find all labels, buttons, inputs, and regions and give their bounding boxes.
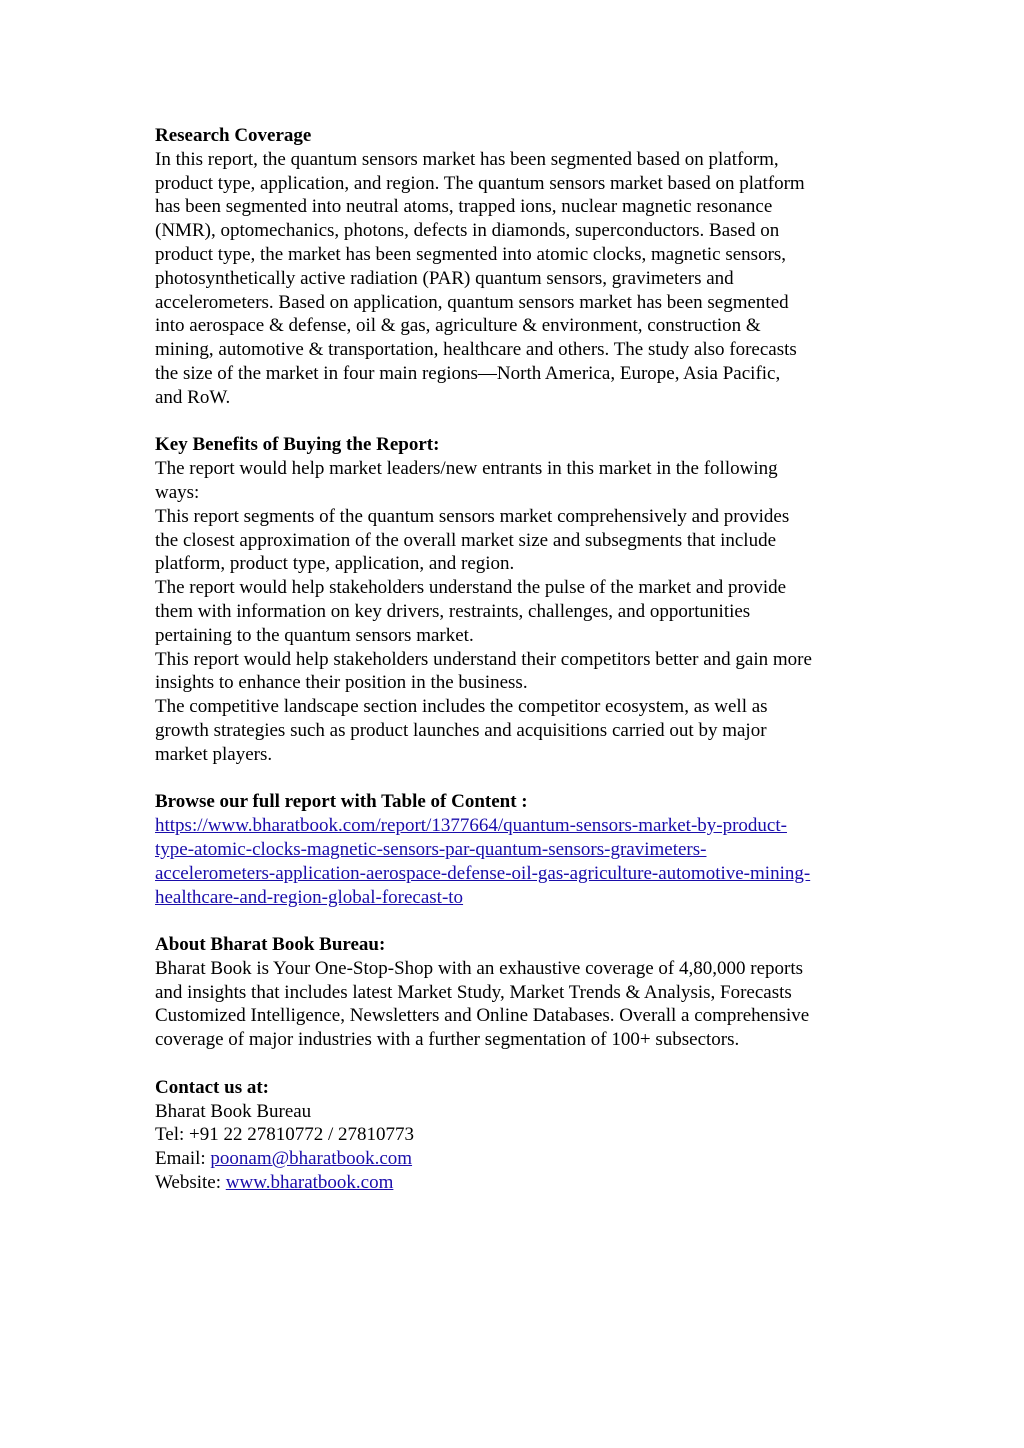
- text-line: ways:: [155, 481, 200, 503]
- about-heading: About Bharat Book Bureau:: [155, 934, 386, 956]
- key-benefits-heading: Key Benefits of Buying the Report:: [155, 434, 440, 456]
- text-line: The report would help market leaders/new entrants in this market in the following: [155, 458, 778, 480]
- browse-report-section: [155, 790, 875, 909]
- text-line: insights to enhance their position in the business.: [155, 672, 528, 694]
- text-line: The competitive landscape section includes the competitor ecosystem, as well as: [155, 696, 768, 718]
- text-line: coverage of major industries with a further segmentation of 100+ subsectors.: [155, 1029, 740, 1051]
- email-label: Email:: [155, 1148, 211, 1170]
- report-url-link-line[interactable]: accelerometers-application-aerospace-defense-oil-gas-agriculture-automotive-mining-: [155, 862, 811, 884]
- browse-report-heading: Browse our full report with Table of Content :: [155, 791, 528, 813]
- text-line: into aerospace & defense, oil & gas, agriculture & environment, construction &: [155, 315, 761, 337]
- research-coverage-section: [155, 124, 875, 410]
- website-row: [155, 1171, 875, 1195]
- text-line: Bharat Book is Your One-Stop-Shop with an exhaustive coverage of 4,80,000 reports: [155, 957, 804, 979]
- text-line: This report would help stakeholders understand their competitors better and gain more: [155, 648, 812, 670]
- research-coverage-paragraph: [155, 148, 875, 410]
- email-link[interactable]: poonam@bharatbook.com: [210, 1148, 413, 1170]
- text-line: product type, the market has been segmented into atomic clocks, magnetic sensors,: [155, 243, 787, 265]
- about-paragraph: [155, 957, 875, 1052]
- email-row: [155, 1147, 875, 1171]
- text-line: the size of the market in four main regions—North America, Europe, Asia Pacific,: [155, 362, 781, 384]
- text-line: The report would help stakeholders understand the pulse of the market and provide: [155, 577, 787, 599]
- text-line: This report segments of the quantum sensors market comprehensively and provides: [155, 505, 790, 527]
- text-line: and RoW.: [155, 386, 231, 408]
- text-line: them with information on key drivers, restraints, challenges, and opportunities: [155, 600, 751, 622]
- text-line: product type, application, and region. The quantum sensors market based on platform: [155, 172, 805, 194]
- text-line: the closest approximation of the overall market size and subsegments that include: [155, 529, 777, 551]
- text-line: photosynthetically active radiation (PAR) quantum sensors, gravimeters and: [155, 267, 734, 289]
- text-line: (NMR), optomechanics, photons, defects in diamonds, superconductors. Based on: [155, 220, 780, 242]
- text-line: platform, product type, application, and region.: [155, 553, 515, 575]
- website-label: Website:: [155, 1172, 226, 1194]
- contact-heading: Contact us at:: [155, 1076, 269, 1098]
- report-url-link-line[interactable]: type-atomic-clocks-magnetic-sensors-par-quantum-sensors-gravimeters-: [155, 838, 707, 860]
- key-benefits-paragraph: [155, 457, 875, 766]
- text-line: has been segmented into neutral atoms, trapped ions, nuclear magnetic resonance: [155, 196, 773, 218]
- text-line: pertaining to the quantum sensors market.: [155, 624, 474, 646]
- text-line: mining, automotive & transportation, healthcare and others. The study also forecasts: [155, 339, 797, 361]
- document-page: [155, 124, 875, 1219]
- report-url-link-line[interactable]: https://www.bharatbook.com/report/1377664/quantum-sensors-market-by-product-: [155, 815, 787, 837]
- research-coverage-heading: Research Coverage: [155, 125, 312, 146]
- text-line: Customized Intelligence, Newsletters and Online Databases. Overall a comprehensive: [155, 1005, 810, 1027]
- company-name: Bharat Book Bureau: [155, 1100, 312, 1122]
- text-line: In this report, the quantum sensors market has been segmented based on platform,: [155, 148, 779, 170]
- text-line: and insights that includes latest Market Study, Market Trends & Analysis, Forecasts: [155, 981, 792, 1003]
- website-link[interactable]: www.bharatbook.com: [225, 1172, 394, 1194]
- text-line: accelerometers. Based on application, quantum sensors market has been segmented: [155, 291, 789, 313]
- report-url-link-line[interactable]: healthcare-and-region-global-forecast-to: [155, 886, 464, 908]
- report-url-link: [155, 814, 875, 909]
- text-line: growth strategies such as product launches and acquisitions carried out by major: [155, 719, 767, 741]
- about-section: [155, 933, 875, 1052]
- phone-number: Tel: +91 22 27810772 / 27810773: [155, 1124, 415, 1146]
- key-benefits-section: [155, 433, 875, 766]
- contact-section: [155, 1076, 875, 1195]
- text-line: market players.: [155, 743, 273, 765]
